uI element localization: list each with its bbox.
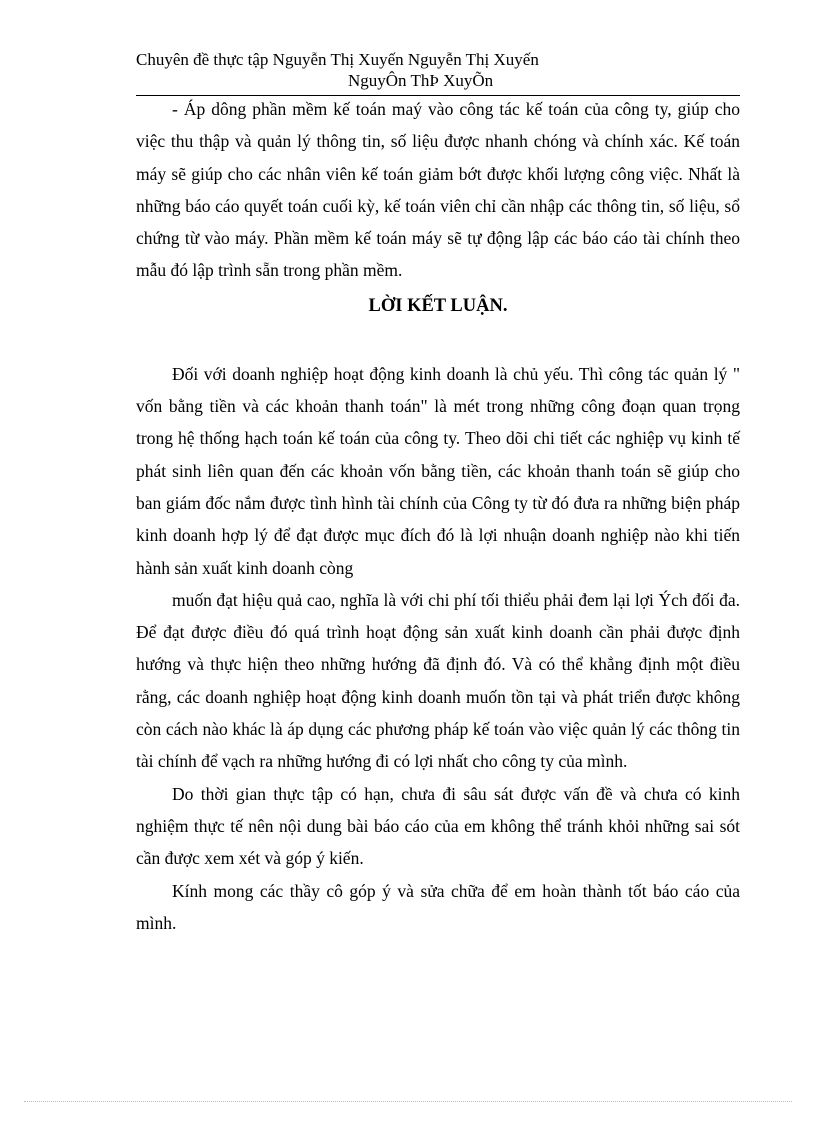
conclusion-paragraph-1: Đối với doanh nghiệp hoạt động kinh doanh là chủ yếu. Thì công tác quản lý " vốn bằng tiền và các khoản thanh toán" là mét trong những công đoạn quan trọng trong hệ thống hạch toán kế toán của công ty. Theo dõi chi tiết các nghiệp vụ kinh tế phát sinh liên quan đến các khoản vốn bằng tiền, các khoản thanh toán sẽ giúp cho ban giám đốc nắm được tình hình tài chính của Công ty từ đó đưa ra những biện pháp kinh doanh hợp lý để đạt được mục đích đó là lợi nhuận doanh nghiệp nào khi tiến hành sản xuất kinh doanh còng <box>136 363 740 578</box>
conclusion-paragraph-4: Kính mong các thầy cô góp ý và sửa chữa để em hoàn thành tốt báo cáo của mình. <box>136 880 740 933</box>
header-title: Chuyên đề thực tập Nguyễn Thị Xuyến Nguyễn Thị Xuyến <box>136 50 539 69</box>
header-author: NguyÔn ThÞ XuyÕn <box>348 71 494 90</box>
conclusion-paragraph-2: muốn đạt hiệu quả cao, nghĩa là với chi phí tối thiểu phải đem lại lợi Ých đối đa. Để đạt được điều đó quá trình hoạt động sản xuất kinh doanh cần phải được định hướng và thực hiện theo những hướng đã định đó. Và có thể khẳng định một điều rằng, các doanh nghiệp hoạt động kinh doanh muốn tồn tại và phát triển được không còn cách nào khác là áp dụng các phương pháp kế toán vào việc quản lý các thông tin tài chính để vạch ra những hướng đi có lợi nhất cho công ty của mình. <box>136 589 740 772</box>
page-header <box>136 49 740 96</box>
document-body <box>136 93 740 939</box>
intro-paragraph: - Áp dông phần mềm kế toán maý vào công tác kế toán của công ty, giúp cho việc thu thập và quản lý thông tin, số liệu được nhanh chóng và chính xác. Kế toán máy sẽ giúp cho các nhân viên kế toán giảm bớt được khối lượng công việc. Nhất là những báo cáo quyết toán cuối kỳ, kế toán viên chỉ cần nhập các thông tin, số liệu, sổ chứng từ vào máy. Phần mềm kế toán máy sẽ tự động lập các báo cáo tài chính theo mẫu đó lập trình sẵn trong phần mềm. <box>136 99 740 281</box>
conclusion-heading: LỜI KẾT LUẬN. <box>368 295 508 316</box>
conclusion-paragraph-3: Do thời gian thực tập có hạn, chưa đi sâu sát được vấn đề và chưa có kinh nghiệm thực tế nên nội dung bài báo cáo của em không thể tránh khỏi những sai sót cần được xem xét và góp ý kiến. <box>136 783 740 869</box>
page-bottom-divider <box>24 1101 792 1102</box>
